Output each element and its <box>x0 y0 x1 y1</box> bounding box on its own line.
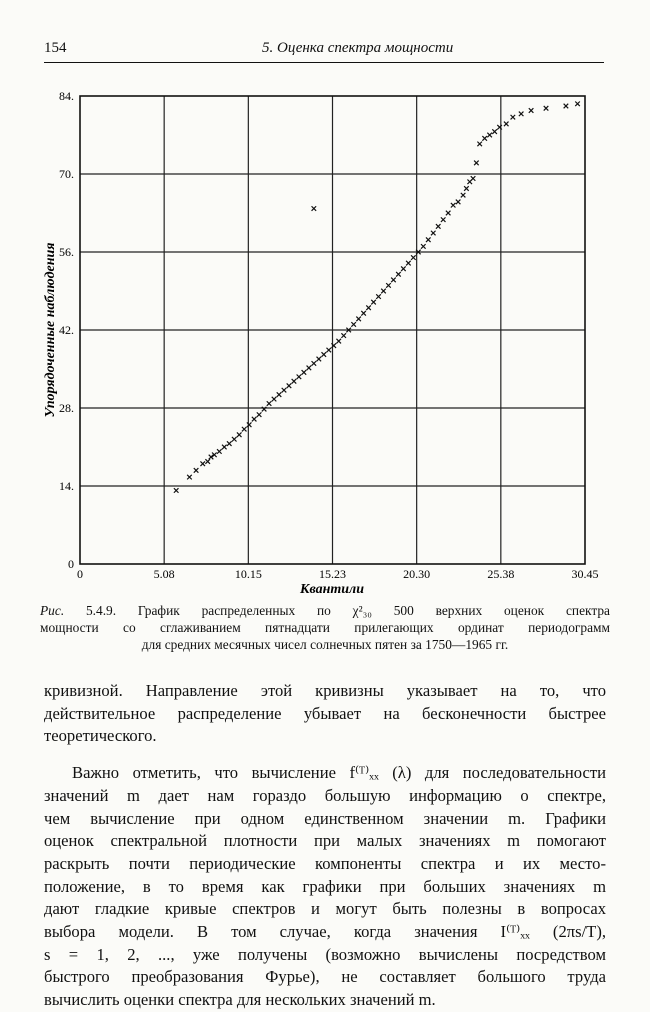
data-point <box>366 305 371 310</box>
data-point <box>482 136 487 141</box>
x-tick-label: 30.45 <box>571 567 599 581</box>
text-line: оценок спектральной плотности при малых значениях m помогают <box>44 831 606 851</box>
data-point <box>564 104 569 109</box>
data-point <box>326 348 331 353</box>
data-point <box>446 211 451 216</box>
data-point <box>242 427 247 432</box>
y-tick-label: 42. <box>59 323 74 337</box>
data-point <box>321 352 326 357</box>
data-point <box>386 283 391 288</box>
text-line: вычислить оценки спектра для нескольких значений m. <box>44 990 436 1010</box>
running-title: 5. Оценка спектра мощности <box>262 40 454 56</box>
caption-line-2: мощности со сглаживанием пятнадцати прилегающих ординат периодограмм <box>40 620 610 635</box>
text-line: кривизной. Направление этой кривизны указывает на то, что <box>44 681 606 700</box>
data-point <box>376 294 381 299</box>
data-point <box>504 122 509 127</box>
y-tick-label: 70. <box>59 167 74 181</box>
data-point <box>217 449 222 454</box>
text-line: выбора модели. В том случае, когда значения I⁽ᵀ⁾ₓₓ (2πs/T), <box>44 922 606 942</box>
data-point <box>471 176 476 181</box>
data-point <box>194 468 199 473</box>
data-point <box>575 102 580 107</box>
caption-label: Рис. <box>40 603 65 618</box>
data-point <box>336 339 341 344</box>
data-point <box>401 266 406 271</box>
text-line: действительное распределение убывает на бесконечности быстрее <box>44 703 606 723</box>
x-tick-label: 25.38 <box>487 567 515 581</box>
x-tick-label: 15.23 <box>319 567 346 581</box>
text-line: дают гладкие кривые спектров и могут быть полезны в вопросах <box>44 899 606 919</box>
page-number: 154 <box>44 40 67 56</box>
caption-line-1 <box>40 602 610 619</box>
y-tick-label: 84. <box>59 89 74 103</box>
text-line: теоретического. <box>44 726 157 746</box>
data-point <box>267 401 272 406</box>
y-tick-label: 56. <box>59 245 74 259</box>
data-point <box>272 397 277 402</box>
data-point <box>205 459 210 464</box>
x-axis-label: Квантили <box>299 582 365 597</box>
figure-caption <box>40 602 610 653</box>
data-point <box>341 333 346 338</box>
x-tick-label: 10.15 <box>234 567 262 581</box>
data-point <box>232 437 237 442</box>
data-points <box>174 102 580 493</box>
data-point <box>312 361 317 366</box>
data-point <box>222 445 227 450</box>
data-point <box>361 311 366 316</box>
data-point <box>174 488 179 493</box>
data-point <box>456 200 461 205</box>
text-line: положение, в то время как графики при больших значениях m <box>44 876 606 896</box>
data-point <box>451 203 456 208</box>
data-point <box>351 322 356 327</box>
text-line: быстрого преобразования Фурье), не составляет большого труда <box>44 967 606 987</box>
data-point <box>411 255 416 260</box>
data-point <box>529 108 534 113</box>
data-point <box>297 375 302 380</box>
data-point <box>406 261 411 266</box>
data-point <box>426 237 431 242</box>
body-text <box>44 680 606 1012</box>
text-line: Важно отметить, что вычисление f⁽ᵀ⁾ₓₓ (λ) для последовательности <box>72 763 606 783</box>
data-point <box>511 115 516 120</box>
data-point <box>396 272 401 277</box>
text-line: чем вычисление при одном единственном значении m. Графики <box>44 808 606 828</box>
data-point <box>317 357 322 362</box>
data-point <box>519 112 524 117</box>
data-point <box>464 186 469 191</box>
x-tick-label: 5.08 <box>153 567 175 581</box>
data-point <box>252 417 257 422</box>
data-point <box>282 388 287 393</box>
data-point <box>421 244 426 249</box>
data-point <box>441 217 446 222</box>
data-point <box>371 300 376 305</box>
data-point <box>461 193 466 198</box>
y-tick-label: 14. <box>59 479 74 493</box>
data-point <box>302 370 307 375</box>
data-point <box>431 231 436 236</box>
data-point <box>436 224 441 229</box>
data-point <box>237 432 242 437</box>
chart-grid <box>80 96 585 564</box>
data-point <box>487 133 492 138</box>
y-tick-label: 0 <box>68 557 74 571</box>
data-point <box>287 383 292 388</box>
y-axis-label: Упорядоченные наблюдения <box>43 242 58 418</box>
data-point <box>544 106 549 111</box>
data-point <box>200 461 205 466</box>
data-point <box>257 412 262 417</box>
caption-line-3: для средних месячных чисел солнечных пятен за 1750—1965 гг. <box>141 637 509 652</box>
text-line: раскрыть почти периодические компоненты спектра и их место- <box>44 853 606 873</box>
data-point <box>474 161 479 166</box>
data-point <box>307 366 312 371</box>
data-point <box>312 206 317 211</box>
x-tick-label: 0 <box>77 567 83 581</box>
data-point <box>391 278 396 283</box>
y-tick-label: 28. <box>59 401 74 415</box>
data-point <box>492 129 497 134</box>
data-point <box>187 475 192 480</box>
caption-text-1: 5.4.9. График распределенных по χ²₃₀ 500 верхних оценок спектра <box>85 603 610 618</box>
data-point <box>247 422 252 427</box>
data-point <box>477 142 482 147</box>
data-point <box>356 317 361 322</box>
x-tick-label: 20.30 <box>403 567 431 581</box>
data-point <box>381 289 386 294</box>
data-point <box>292 379 297 384</box>
data-point <box>227 441 232 446</box>
axis-ticks <box>59 89 599 581</box>
data-point <box>277 392 282 397</box>
text-line: s = 1, 2, ..., уже получены (возможно вычислены посредством <box>44 944 606 964</box>
text-line: значений m дает нам гораздо большую информацию о спектре, <box>44 785 606 805</box>
